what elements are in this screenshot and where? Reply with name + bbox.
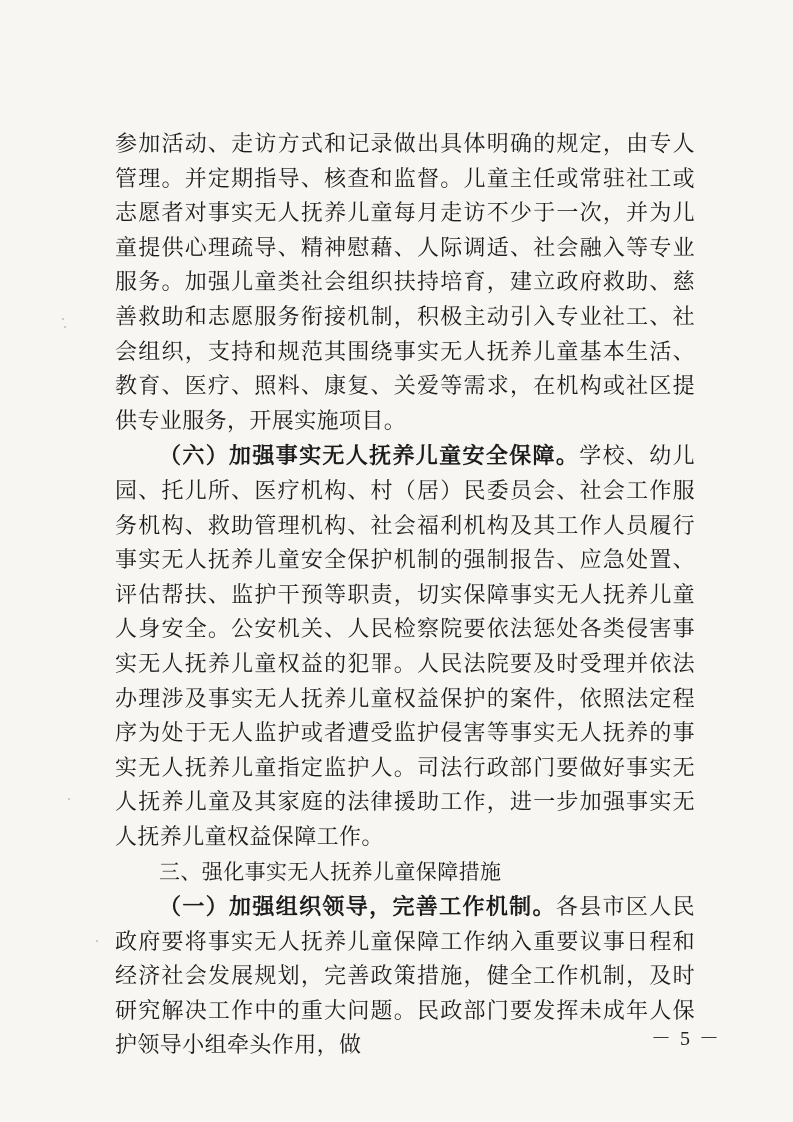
section-heading: 三、强化事实无人抚养儿童保障措施: [159, 860, 502, 885]
paragraph-text: 参加活动、走访方式和记录做出具体明确的规定，由专人管理。并定期指导、核查和监督。儿童主任或常驻社工或志愿者对事实无人抚养儿童每月走访不少于一次，并为儿童提供心理疏导、精神慰藉、人际调适、社会融入等专业服务。加强儿童类社会组织扶持培育，建立政府救助、慈善救助和志愿服务衔接机制，积极主动引入专业社工、社会组织，支持和规范其围绕事实无人抚养儿童基本生活、教育、医疗、照料、康复、关爱等需求，在机构或社区提供专业服务，开展实施项目。: [115, 132, 695, 434]
paragraph-lead-heading: （六）加强事实无人抚养儿童安全保障。: [159, 443, 580, 470]
paragraph-continuation: [115, 128, 695, 439]
scan-speck: [96, 940, 98, 942]
paragraph-safety-guarantee: [115, 439, 695, 855]
document-body: [115, 128, 695, 1064]
paragraph-lead-heading: （一）加强组织领导，完善工作机制。: [159, 894, 556, 921]
scan-speck: [64, 326, 66, 328]
scan-speck: [62, 318, 64, 320]
page-number: － 5 －: [651, 1028, 721, 1050]
paragraph-organization-leadership: [115, 890, 695, 1064]
scan-speck: [68, 798, 70, 800]
paragraph-text: 各县市区人民政府要将事实无人抚养儿童保障工作纳入重要议事日程和经济社会发展规划，完善政策措施，健全工作机制，及时研究解决工作中的重大问题。民政部门要发挥未成年人保护领导小组牵头作用，做: [115, 895, 695, 1059]
paragraph-text: 学校、幼儿园、托儿所、医疗机构、村（居）民委员会、社会工作服务机构、救助管理机构、社会福利机构及其工作人员履行事实无人抚养儿童安全保护机制的强制报告、应急处置、评估帮扶、监护干预等职责，切实保障事实无人抚养儿童人身安全。公安机关、人民检察院要依法惩处各类侵害事实无人抚养儿童权益的犯罪。人民法院要及时受理并依法办理涉及事实无人抚养儿童权益保护的案件，依照法定程序为处于无人监护或者遭受监护侵害等事实无人抚养的事实无人抚养儿童指定监护人。司法行政部门要做好事实无人抚养儿童及其家庭的法律援助工作，进一步加强事实无人抚养儿童权益保障工作。: [115, 444, 695, 850]
